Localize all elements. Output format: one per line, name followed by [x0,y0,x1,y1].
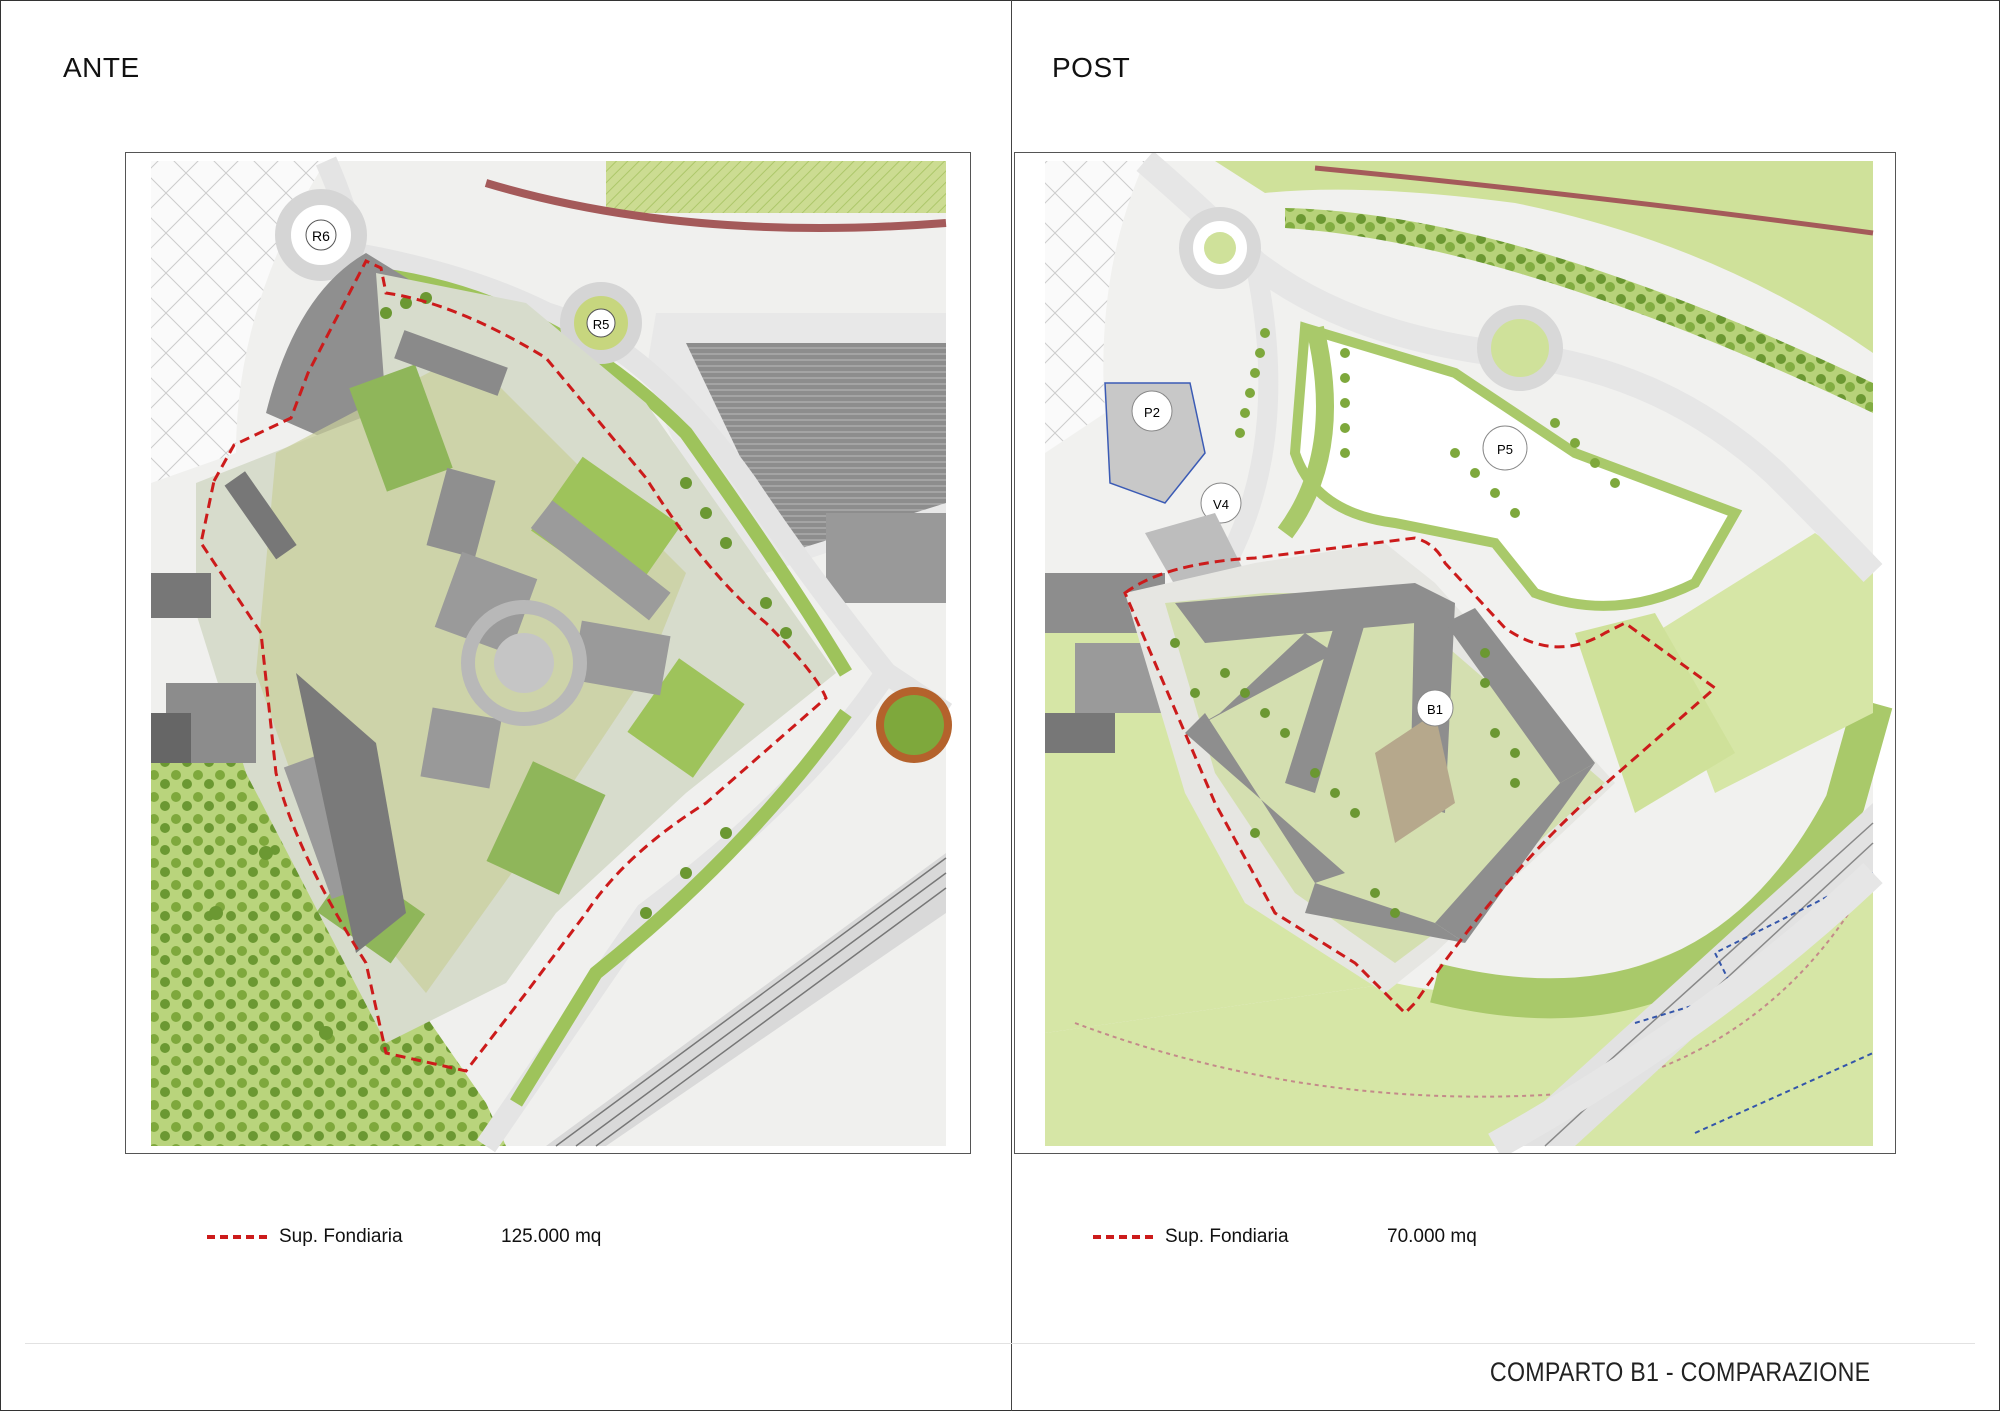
ante-label-r6: R6 [312,228,330,244]
post-legend-label: Sup. Fondiaria [1165,1226,1289,1247]
post-legend [1093,1222,1477,1252]
ante-title: ANTE [63,52,140,83]
post-label-p2: P2 [1144,405,1160,420]
post-label-v4: V4 [1213,497,1229,512]
center-divider [1011,0,1012,1411]
ante-legend [207,1222,601,1252]
ante-label-r5: R5 [592,317,610,332]
footer-title: COMPARTO B1 - COMPARAZIONE [1489,1357,1870,1387]
post-label-b1: B1 [1427,702,1443,717]
ante-map[interactable] [125,152,971,1154]
footer-rule [25,1343,1975,1344]
post-legend-value: 70.000 mq [1387,1226,1477,1247]
post-map[interactable] [1014,152,1896,1154]
ante-legend-value: 125.000 mq [501,1226,602,1247]
post-label-p5: P5 [1497,442,1513,457]
post-title: POST [1052,52,1131,83]
dashed-line-icon [1093,1235,1153,1239]
dashed-line-icon [207,1235,267,1239]
ante-legend-label: Sup. Fondiaria [279,1226,403,1247]
